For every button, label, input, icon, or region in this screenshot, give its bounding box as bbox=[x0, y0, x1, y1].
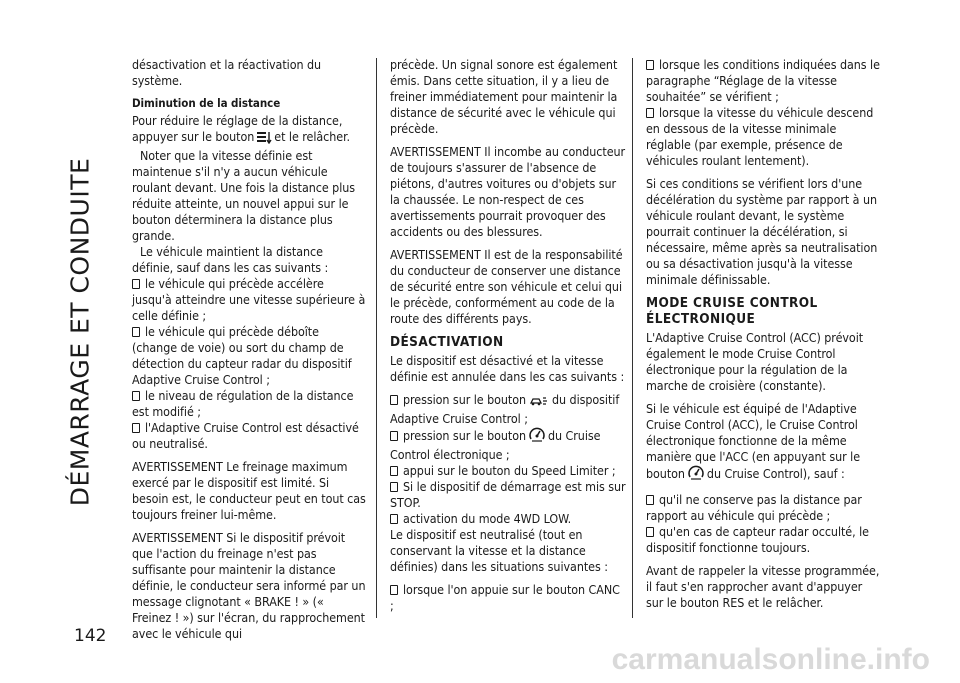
paragraph: Le dispositif est désactivé et la vitesse définie est annulée dans les cas suivants : bbox=[390, 353, 625, 384]
list-item: activation du mode 4WD LOW. bbox=[390, 511, 626, 527]
watermark: carmanualsonline.info bbox=[611, 643, 930, 676]
cruise-control-icon bbox=[528, 427, 546, 447]
bullet-icon bbox=[390, 514, 398, 524]
paragraph: AVERTISSEMENT Le freinage maximum exercé par le dispositif est limité. Si besoin est, le conducteur peut en tout cas toujours freiner lui-même. bbox=[132, 459, 366, 522]
column-divider bbox=[632, 58, 633, 618]
column-1 bbox=[132, 57, 366, 649]
bullet-icon bbox=[132, 391, 140, 401]
section-title: DÉMARRAGE ET CONDUITE bbox=[65, 157, 95, 507]
paragraph: précède. Un signal sonore est également émis. Dans cette situation, il y a lieu de freiner immédiatement pour maintenir la distance de sécurité avec le véhicule qui précède. bbox=[390, 57, 618, 136]
paragraph: Avant de rappeler la vitesse programmée, il faut s'en rapprocher avant d'appuyer sur le bouton RES et le relâcher. bbox=[646, 563, 880, 610]
paragraph: Le dispositif est neutralisé (tout en conservant la vitesse et la distance définies) dans les situations suivantes : bbox=[390, 527, 608, 574]
bullet-icon bbox=[390, 466, 398, 476]
bullet-icon bbox=[646, 527, 654, 537]
paragraph: Pour réduire le réglage de la distance, appuyer sur le bouton et le relâcher. bbox=[132, 113, 366, 148]
page-number: 142 bbox=[74, 626, 107, 646]
bullet-icon bbox=[390, 585, 398, 595]
column-2 bbox=[390, 57, 626, 621]
paragraph: Si ces conditions se vérifient lors d'une décélération du système par rapport à un véhicule roulant devant, le système pourrait continuer la décélération, si nécessaire, même après sa neutralisation ou sa désactivation jusqu'à la vitesse minimale définissable. bbox=[646, 176, 878, 287]
list-item: l'Adaptive Cruise Control est désactivé ou neutralisé. bbox=[132, 420, 359, 451]
distance-setting-icon bbox=[256, 131, 272, 148]
list-item: Si le dispositif de démarrage est mis sur STOP. bbox=[390, 479, 626, 510]
paragraph: L'Adaptive Cruise Control (ACC) prévoit également le mode Cruise Control électronique pour la régulation de la marche de croisière (constante). bbox=[646, 330, 864, 393]
bullet-icon bbox=[646, 108, 654, 118]
cruise-control-icon bbox=[687, 465, 705, 485]
bullet-icon bbox=[132, 279, 140, 289]
list-item: qu'il ne conserve pas la distance par rapport au véhicule qui précède ; bbox=[646, 492, 862, 523]
list-item: le véhicule qui précède accélère jusqu'à atteindre une vitesse supérieure à celle définie ; bbox=[132, 276, 366, 323]
adaptive-cruise-icon bbox=[528, 395, 550, 411]
list-item: qu'en cas de capteur radar occulté, le dispositif fonctionne toujours. bbox=[646, 524, 869, 555]
bullet-icon bbox=[132, 327, 140, 337]
bullet-icon bbox=[390, 395, 398, 405]
subheading-distance: Diminution de la distance bbox=[132, 96, 281, 110]
paragraph: désactivation et la réactivation du système. bbox=[132, 57, 322, 88]
bullet-icon bbox=[132, 423, 140, 433]
heading-desactivation: DÉSACTIVATION bbox=[390, 334, 504, 350]
list-item: le véhicule qui précède déboîte (change de voie) ou sort du champ de détection du capteur radar du dispositif Adaptive Cruise Control ; bbox=[132, 324, 352, 387]
paragraph: Le véhicule maintient la distance définie, sauf dans les cas suivants : bbox=[132, 244, 329, 275]
list-item: lorsque les conditions indiquées dans le paragraphe “Réglage de la vitesse souhaitée” se vérifient ; bbox=[646, 57, 880, 104]
bullet-icon bbox=[390, 482, 398, 492]
column-3 bbox=[646, 57, 882, 618]
paragraph: Noter que la vitesse définie est maintenue s'il n'y a aucun véhicule roulant devant. Une fois la distance plus réduite atteinte, un nouvel appui sur le bouton déterminera la distance plus grande. bbox=[132, 148, 356, 243]
paragraph: AVERTISSEMENT Si le dispositif prévoit que l'action du freinage n'est pas suffisante pour maintenir la distance définie, le conducteur sera informé par un message clignotant « BRAKE ! » (« Freinez ! ») sur l'écran, du rapprochement avec le véhicule qui bbox=[132, 530, 366, 641]
heading-cruise-control-mode: MODE CRUISE CONTROL ÉLECTRONIQUE bbox=[646, 295, 818, 327]
paragraph: AVERTISSEMENT Il incombe au conducteur de toujours s'assurer de l'absence de piétons, d'autres voitures ou d'objets sur la chaussée. Le non-respect de ces avertissements pourrait provoquer des accidents ou des blessures. bbox=[390, 144, 626, 239]
list-item: le niveau de régulation de la distance est modifié ; bbox=[132, 388, 354, 419]
list-item: lorsque l'on appuie sur le bouton CANC ; bbox=[390, 582, 620, 613]
list-item: lorsque la vitesse du véhicule descend en dessous de la vitesse minimale réglable (par exemple, présence de véhicules roulant lentement). bbox=[646, 105, 874, 168]
bullet-icon bbox=[646, 495, 654, 505]
list-item: pression sur le bouton du Cruise Control électronique ; bbox=[390, 428, 601, 462]
bullet-icon bbox=[390, 431, 398, 441]
bullet-icon bbox=[646, 60, 654, 70]
paragraph: AVERTISSEMENT Il est de la responsabilité du conducteur de conserver une distance de sécurité entre son véhicule et celui qui le précède, conformément au code de la route des différents pays. bbox=[390, 247, 623, 326]
paragraph: Si le véhicule est équipé de l'Adaptive Cruise Control (ACC), le Cruise Control électronique fonctionne de la même manière que l'ACC (en appuyant sur le bouton du Cruise Control), sauf : bbox=[646, 401, 882, 485]
list-item: pression sur le bouton du dispositif Adaptive Cruise Control ; bbox=[390, 392, 620, 426]
column-divider bbox=[376, 58, 377, 618]
list-item: appui sur le bouton du Speed Limiter ; bbox=[390, 463, 626, 479]
